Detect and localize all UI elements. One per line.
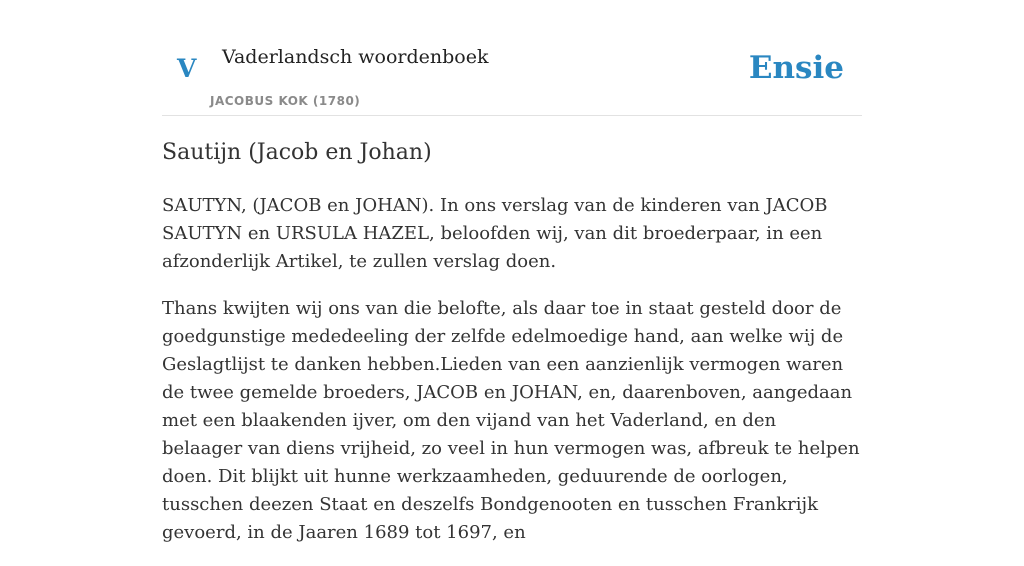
book-header: [162, 0, 862, 116]
book-letter-logo[interactable]: V: [177, 54, 197, 83]
entry-paragraph: Thans kwijten wij ons van die belofte, als daar toe in staat gesteld door de goedgunstige mededeeling der zelfde edelmoedige hand, aan welke wij de Geslagtlijst te danken hebben.Lieden van een aanzienlijk vermogen waren de twee gemelde broeders, JACOB en JOHAN, en, daarenboven, aangedaan met een blaakenden ijver, om den vijand van het Vaderland, en den belaager van diens vrijheid, zo veel in hun vermogen was, afbreuk te helpen doen. Dit blijkt uit hunne werkzaamheden, geduurende de oorlogen, tusschen deezen Staat en deszelfs Bondgenooten en tusschen Frankrijk gevoerd, in de Jaaren 1689 tot 1697, en: [162, 298, 860, 543]
book-title-link[interactable]: Vaderlandsch woordenboek: [222, 46, 489, 68]
entry-title: Sautijn (Jacob en Johan): [162, 140, 432, 165]
page: [162, 0, 862, 543]
book-author: JACOBUS KOK (1780): [210, 94, 361, 108]
entry-paragraph: SAUTYN, (JACOB en JOHAN). In ons verslag van de kinderen van JACOB SAUTYN en URSULA HAZEL, beloofden wij, van dit broederpaar, in een afzonderlijk Artikel, te zullen verslag doen.: [162, 195, 828, 272]
ensie-logo-link[interactable]: Ensie: [748, 50, 844, 86]
entry-body: [162, 192, 862, 566]
